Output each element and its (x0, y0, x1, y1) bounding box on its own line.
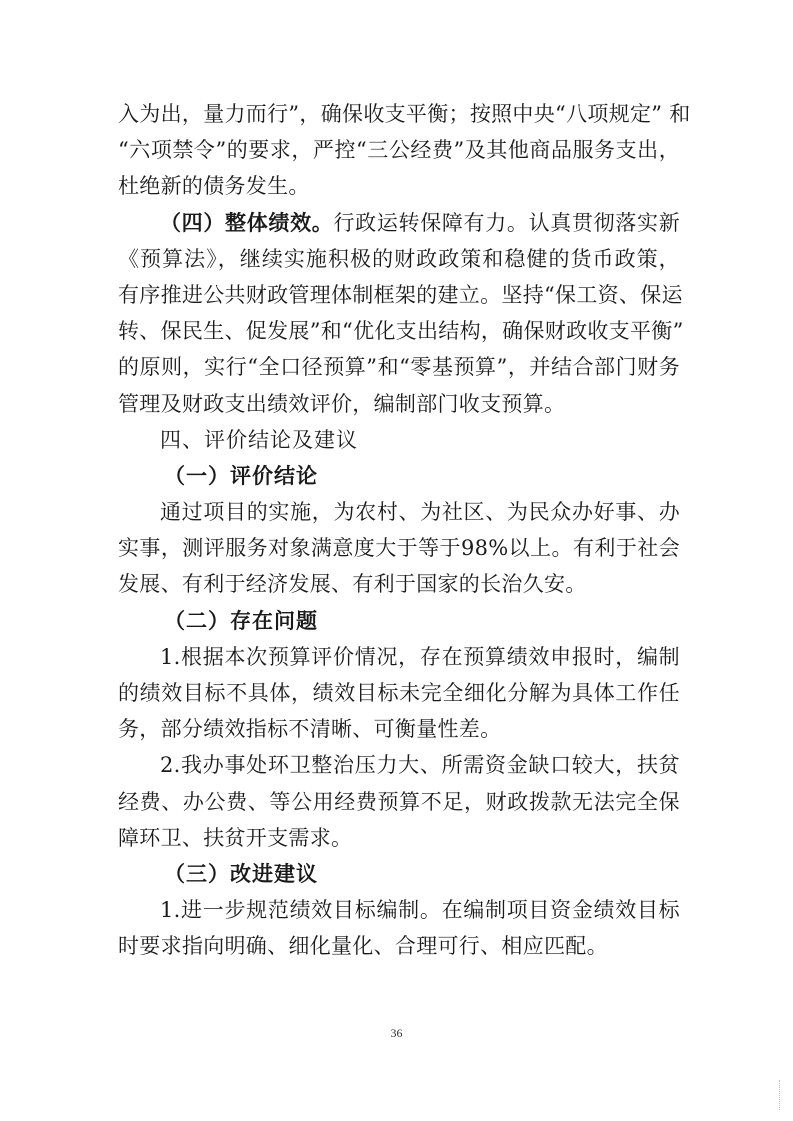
scan-edge-mark (779, 1080, 783, 1110)
paragraph-problem-2 (118, 747, 680, 856)
subsection-heading: （三）改进建议 (164, 860, 318, 886)
paragraph-conclusion (118, 494, 680, 603)
subsection-heading: （一）评价结论 (164, 462, 318, 488)
paragraph-suggestion-1 (118, 892, 680, 964)
paragraph-overall-performance (118, 205, 684, 422)
text-line: 1.根据本次预算评价情况，存在预算绩效申报时，编制 (160, 644, 680, 669)
subsection-heading: （二）存在问题 (164, 607, 318, 633)
paragraph-problem-1 (118, 639, 680, 748)
text-line (118, 205, 680, 241)
text-line: 转、保民生、促发展”和“优化支出结构，确保财政收支平衡” (118, 319, 684, 344)
paragraph-lead: （四）整体绩效。 (160, 209, 334, 235)
text-line: 发展、有利于经济发展、有利于国家的长治久安。 (118, 572, 587, 597)
text-line: 障环卫、扶贫开支需求。 (118, 825, 353, 850)
text-line: “六项禁令”的要求，严控“三公经费”及其他商品服务支出， (118, 138, 680, 163)
text-line: 杜绝新的债务发生。 (118, 174, 310, 199)
text-line: 有序推进公共财政管理体制框架的建立。坚持“保工资、保运 (118, 282, 683, 307)
page-number: 36 (390, 1026, 403, 1040)
text-line: 务，部分绩效指标不清晰、可衡量性差。 (118, 717, 502, 742)
text-line: 的原则，实行“全口径预算”和“零基预算”，并结合部门财务 (118, 355, 680, 380)
document-body (118, 96, 691, 965)
text-line: 管理及财政支出绩效评价，编制部门收支预算。 (118, 391, 566, 416)
text-line-rest: 行政运转保障有力。认真贯彻落实新 (333, 210, 680, 235)
text-line: 入为出，量力而行”，确保收支平衡；按照中央“八项规定” 和 (118, 102, 691, 126)
section-heading: 四、评价结论及建议 (160, 427, 358, 452)
text-line: 《预算法》，继续实施积极的财政政策和稳健的货币政策， (118, 246, 680, 271)
paragraph-continuation (118, 96, 691, 205)
text-line: 经费、办公费、等公用经费预算不足，财政拨款无法完全保 (118, 789, 680, 814)
text-line: 通过项目的实施，为农村、为社区、为民众办好事、办 (160, 500, 680, 525)
text-line: 1.进一步规范绩效目标编制。在编制项目资金绩效目标 (160, 898, 680, 923)
text-line: 时要求指向明确、细化量化、合理可行、相应匹配。 (118, 934, 608, 959)
text-line: 2.我办事处环卫整治压力大、所需资金缺口较大，扶贫 (160, 753, 680, 778)
text-line: 实事，测评服务对象满意度大于等于98%以上。有利于社会 (118, 536, 680, 561)
text-line: 的绩效目标不具体，绩效目标未完全细化分解为具体工作任 (118, 681, 680, 705)
